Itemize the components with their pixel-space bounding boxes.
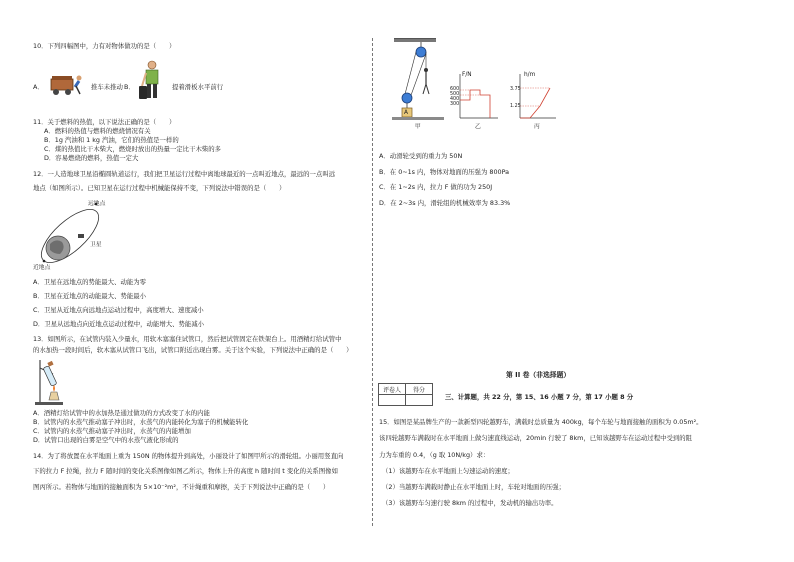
q15-subquestion-2: （2）当越野车满载时静止在水平地面上时，车轮对地面的压强； (382, 483, 566, 491)
q12-option-a: A．卫星在远地点的势能最大、动能为零 (33, 278, 147, 286)
q12-option-b: B．卫星在近地点的动能最大、势能最小 (33, 292, 147, 300)
q14-option-c: C．在 1~2s 内，拉力 F 做的功为 250J (379, 183, 493, 191)
q14-pulley-figure-jia (392, 38, 444, 120)
q11-option-a: A．燃料的热值与燃料的燃烧情况有关 (44, 127, 151, 135)
q11-option-c: C．煤的热值比干木柴大，燃烧时放出的热量一定比干木柴的多 (44, 145, 222, 153)
q13-option-d: D．试管口出现的白雾是空气中的水蒸气液化形成的 (33, 436, 179, 444)
q14-weight-label: A (404, 110, 408, 116)
q12-line1: 12．一人造地球卫星沿椭圆轨道运行，我们把卫星运行过程中离地球最近的一点叫近地点，最远的一点叫远 (33, 170, 336, 178)
q14-figure-yi-caption: 乙 (475, 124, 481, 130)
q14-bing-tick-2: 1.25 (510, 104, 521, 109)
q10-cart-figure (47, 73, 87, 97)
q15-subquestion-1: （1）该越野车在水平地面上匀速运动的速度； (382, 467, 514, 475)
q10-option-b-prefix: B． (124, 83, 135, 91)
q13-line2: 的水加热一段时间后，软木塞从试管口飞出，试管口附近出现白雾。关于这个实验，下列说法中正确的是（ ） (33, 346, 353, 354)
q15-line3: 力为车重的 0.4，（g 取 10N/kg）求： (379, 451, 490, 459)
q15-subquestion-3: （3）该越野车匀速行驶 8km 的过程中，发动机的输出功率。 (382, 499, 558, 507)
score-table-cell-score (406, 395, 433, 406)
q13-option-a: A．酒精灯给试管中的水加热是通过做功的方式改变了水的内能 (33, 409, 210, 417)
q14-bing-axis-label: h/m (524, 72, 536, 78)
q14-yi-tick-4: 300 (450, 102, 460, 107)
score-table-header-score: 得分 (406, 384, 433, 395)
score-table-cell-grader (379, 395, 406, 406)
q12-line2: 地点（如图所示）。已知卫星在运行过程中机械能保持不变，下列说法中错误的是（ ） (33, 184, 286, 192)
q13-test-tube-figure (33, 356, 67, 406)
q14-yi-tick-1: 600 (450, 87, 460, 92)
q14-yi-axis-label: F/N (462, 72, 472, 78)
q12-satellite-label: 卫星 (90, 242, 102, 248)
q13-option-c: C．试管内的水蒸气推动塞子冲出时，水蒸气的内能增加 (33, 427, 191, 435)
q15-line1: 15．如图是某品牌生产的一款新型四轮越野车，满载时总质量为 400kg，每个车轮与地面接触的面积为 0.05m²。 (379, 418, 703, 426)
score-table (378, 383, 433, 406)
q11-option-b: B．1g 汽油和 1 kg 汽油，它们的热值是一样的 (44, 136, 179, 144)
q10-option-a-prefix: A． (33, 83, 44, 91)
q10-option-a-text: 推车未推动 (91, 83, 123, 91)
q14-line1: 14．为了将放置在水平地面上重为 150N 的物体提升到高处，小丽设计了如图甲所示的滑轮组。小丽用竖直向 (33, 452, 344, 460)
q10-stem: 10．下列四幅图中，力有对物体做功的是（ ） (33, 42, 176, 50)
q12-far-point-label: 远地点 (88, 201, 106, 207)
q11-option-d: D．容易燃烧的燃料，热值一定大 (44, 154, 139, 162)
q12-orbit-figure (32, 198, 112, 272)
section-three-heading: 三、计算题，共 22 分，第 15、16 小题 7 分，第 17 小题 8 分 (445, 393, 634, 401)
column-divider (372, 38, 373, 526)
q14-line3: 图丙所示。若物体与地面的接触面积为 5×10⁻²m²，不计绳重和摩擦，关于下列说法中正确的是（ ） (33, 483, 330, 491)
q10-option-b-text: 提着滑板水平前行 (172, 83, 224, 91)
q14-yi-tick-2: 500 (450, 92, 460, 97)
q14-line2: 下的拉力 F 拉绳，拉力 F 随时间的变化关系图像如图乙所示，物体上升的高度 h 随时间 t 变化的关系图像如 (33, 467, 338, 475)
q11-stem: 11．关于燃料的热值，以下说法正确的是（ ） (33, 118, 176, 126)
q12-option-c: C．卫星从近地点向远地点运动过程中，高度增大、速度减小 (33, 306, 204, 314)
q14-option-b: B．在 0~1s 内，物体对地面的压强为 800Pa (379, 168, 510, 176)
q14-option-a: A．动滑轮受到的重力为 50N (379, 152, 463, 160)
q13-option-b: B．试管内的水蒸气推动塞子冲出时，水蒸气的内能转化为塞子的机械能转化 (33, 418, 249, 426)
q14-figure-bing-caption: 丙 (534, 124, 540, 130)
q10-boy-figure (138, 60, 166, 104)
q15-line2: 该四轮越野车满载时在水平地面上做匀速直线运动，20min 行驶了 8km，已知该越野车在运动过程中受到的阻 (379, 434, 693, 442)
q14-option-d: D．在 2~3s 内，滑轮组的机械效率为 83.3% (379, 199, 511, 207)
q13-line1: 13．如图所示，在试管内装入少量水，用软木塞塞住试管口，然后把试管固定在铁架台上。用酒精灯给试管中 (33, 335, 342, 343)
q14-force-time-chart-yi (454, 72, 500, 122)
q12-near-point-label: 近地点 (33, 265, 51, 271)
q14-bing-tick-1: 3.75 (510, 87, 521, 92)
q14-height-time-chart-bing (512, 72, 558, 122)
q14-yi-tick-3: 400 (450, 97, 460, 102)
score-table-header-grader: 评卷人 (379, 384, 406, 395)
q14-figure-jia-caption: 甲 (415, 124, 421, 130)
q12-option-d: D．卫星从远地点向近地点运动过程中，动能增大、势能减小 (33, 320, 205, 328)
section-ii-title: 第 II 卷（非选择题） (506, 371, 571, 379)
